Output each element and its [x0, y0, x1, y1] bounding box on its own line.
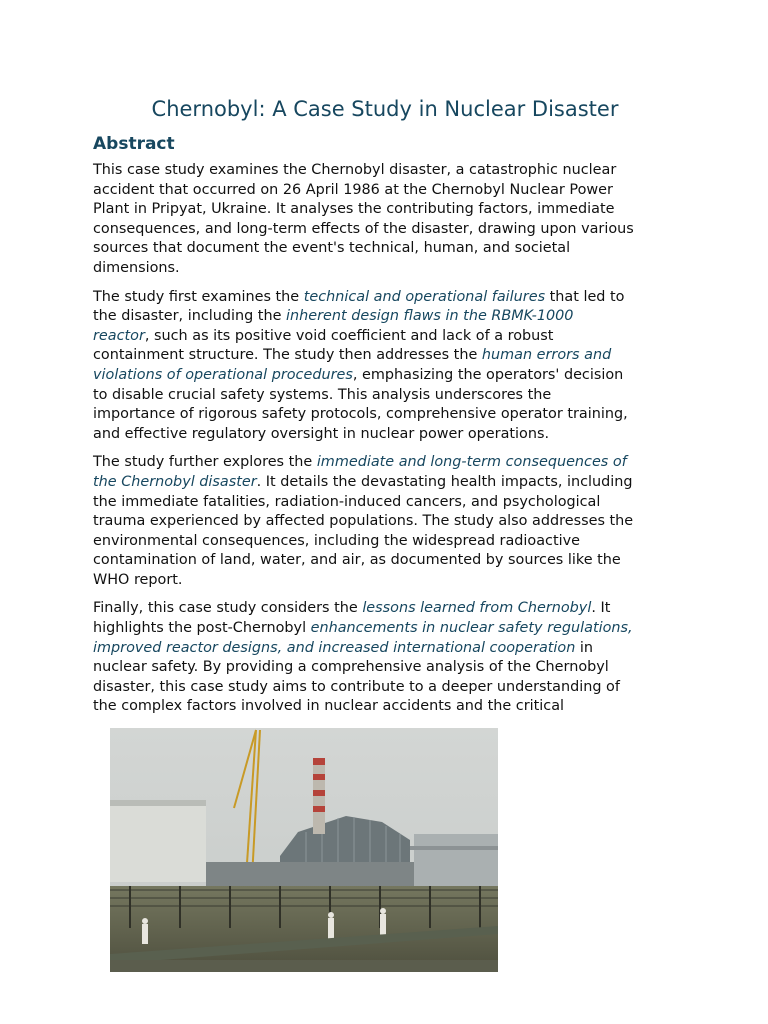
- text-run: Finally, this case study considers the: [93, 600, 363, 617]
- text-run: nuclear safety. By providing a comprehensive analysis of the Chernobyl: [93, 659, 609, 676]
- text-run: sources that document the event's technical, human, and societal: [93, 240, 571, 257]
- paragraph-2: [93, 288, 677, 445]
- text-run: containment structure. The study then addresses the: [93, 347, 482, 364]
- right-building: [414, 834, 498, 886]
- paragraph-3: [93, 453, 677, 590]
- highlighted-phrase: improved reactor designs, and increased international cooperation: [93, 639, 576, 656]
- text-run: , emphasizing the operators' decision: [352, 366, 624, 383]
- text-run: environmental consequences, including the widespread radioactive: [93, 532, 580, 549]
- highlighted-phrase: immediate and long-term consequences of: [316, 454, 627, 471]
- text-run: . It: [591, 600, 611, 617]
- text-run: trauma experienced by affected populations. The study also addresses the: [93, 513, 634, 530]
- highlighted-phrase: violations of operational procedures: [93, 366, 353, 383]
- chernobyl-plant-photo: [110, 728, 498, 972]
- plant-base: [206, 862, 414, 886]
- paragraph-1: [93, 161, 677, 279]
- text-run: dimensions.: [93, 259, 180, 276]
- left-building: [110, 800, 206, 882]
- highlighted-phrase: inherent design flaws in the RBMK-1000: [286, 308, 574, 325]
- highlighted-phrase: lessons learned from Chernobyl: [362, 600, 592, 617]
- text-run: , such as its positive void coefficient and lack of a robust: [144, 327, 554, 344]
- document-page: [93, 95, 677, 726]
- highlighted-phrase: reactor: [93, 327, 145, 344]
- text-run: importance of rigorous safety protocols, comprehensive operator training,: [93, 406, 628, 423]
- paragraph-4: [93, 599, 677, 717]
- text-run: that led to: [545, 288, 625, 305]
- text-run: . It details the devastating health impacts, including: [256, 473, 633, 490]
- highlighted-phrase: technical and operational failures: [303, 288, 546, 305]
- text-run: highlights the post-Chernobyl: [93, 620, 311, 637]
- foreground-wall: [110, 960, 498, 972]
- text-run: The study further explores the: [93, 454, 317, 471]
- text-run: and effective regulatory oversight in nuclear power operations.: [93, 425, 550, 442]
- text-run: accident that occurred on 26 April 1986 at the Chernobyl Nuclear Power: [93, 181, 613, 198]
- text-run: in: [575, 639, 594, 656]
- text-run: the complex factors involved in nuclear accidents and the critical: [93, 698, 565, 715]
- text-run: WHO report.: [93, 571, 183, 588]
- text-run: to disable crucial safety systems. This analysis underscores the: [93, 386, 552, 403]
- text-run: This case study examines the Chernobyl disaster, a catastrophic nuclear: [93, 162, 617, 178]
- text-run: consequences, and long-term effects of the disaster, drawing upon various: [93, 220, 634, 237]
- text-run: the immediate fatalities, radiation-induced cancers, and psychological: [93, 493, 601, 510]
- highlighted-phrase: the Chernobyl disaster: [93, 473, 257, 490]
- text-run: contamination of land, water, and air, as documented by sources like the: [93, 552, 621, 569]
- text-run: the disaster, including the: [93, 308, 287, 325]
- text-run: Plant in Pripyat, Ukraine. It analyses the contributing factors, immediate: [93, 201, 615, 218]
- text-run: disaster, this case study aims to contribute to a deeper understanding of: [93, 678, 620, 695]
- abstract-heading: Abstract: [93, 134, 175, 154]
- highlighted-phrase: human errors and: [481, 347, 612, 364]
- highlighted-phrase: enhancements in nuclear safety regulations,: [310, 620, 633, 637]
- text-run: The study first examines the: [93, 288, 304, 305]
- page-title: Chernobyl: A Case Study in Nuclear Disaster: [151, 97, 619, 121]
